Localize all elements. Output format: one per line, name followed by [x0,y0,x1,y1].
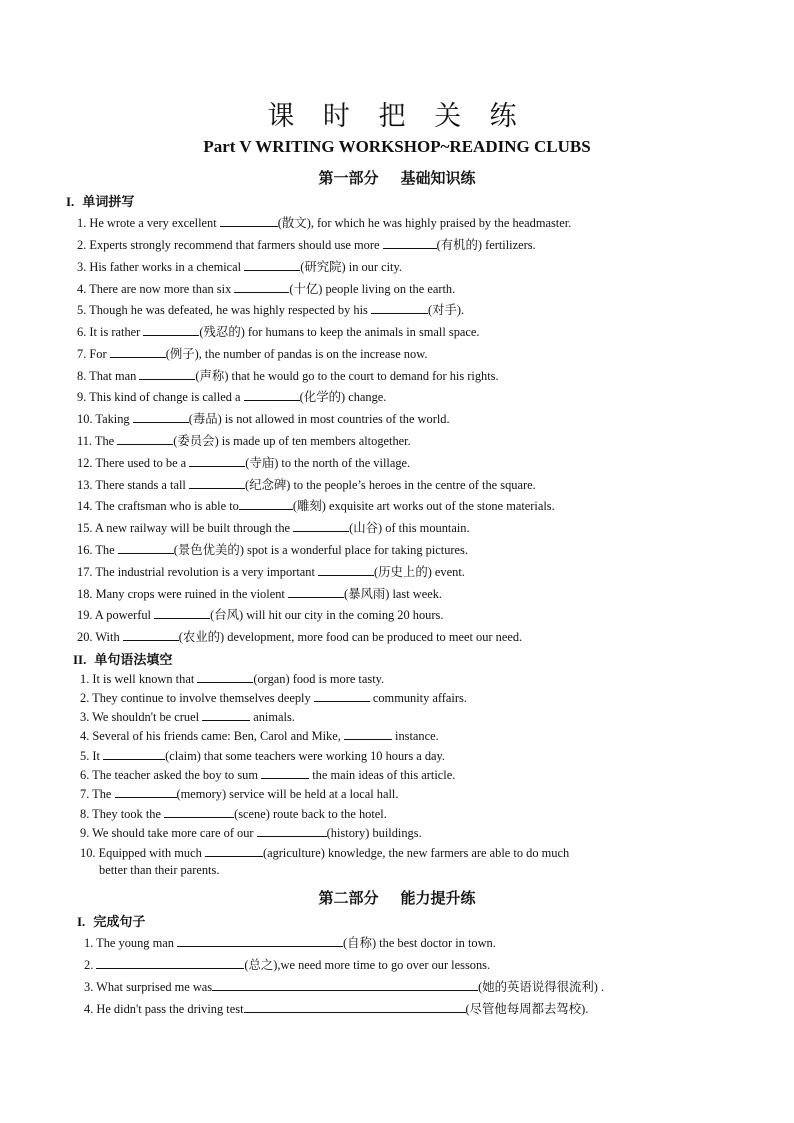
answer-blank[interactable] [220,214,278,227]
answer-blank[interactable] [205,844,263,857]
question-1-11: 11. The (委员会) is made up of ten members altogether. [77,434,411,448]
answer-blank[interactable] [234,280,289,293]
answer-blank[interactable] [189,476,245,489]
answer-blank[interactable] [197,670,253,683]
question-1-1: 1. He wrote a very excellent (散文), for which he was highly praised by the headmaster. [77,216,572,230]
answer-blank[interactable] [318,563,374,576]
question-2-4: 4. Several of his friends came: Ben, Carol and Mike, instance. [80,729,439,743]
question-2-8: 8. They took the (scene) route back to the hotel. [80,807,387,821]
question-2-5: 5. It (claim) that some teachers were working 10 hours a day. [80,749,446,763]
question-3-2: 2. (总之),we need more time to go over our lessons. [84,958,491,972]
question-1-7: 7. For (例子), the number of pandas is on the increase now. [77,347,428,361]
question-2-10: 10. Equipped with much (agriculture) knowledge, the new farmers are able to do much [80,846,570,860]
answer-blank[interactable] [344,727,392,740]
answer-blank[interactable] [371,301,428,314]
answer-blank[interactable] [103,747,165,760]
answer-blank[interactable] [383,236,437,249]
question-1-13: 13. There stands a tall (纪念碑) to the people’s heroes in the centre of the square. [77,478,536,492]
part-one-right: 基础知识练 [400,169,476,187]
question-1-6: 6. It is rather (残忍的) for humans to keep the animals in small space. [77,325,480,339]
question-1-8: 8. That man (声称) that he would go to the court to demand for his rights. [77,369,499,383]
answer-blank[interactable] [212,978,478,991]
question-1-15: 15. A new railway will be built through the (山谷) of this mountain. [77,521,470,535]
answer-blank[interactable] [96,956,244,969]
answer-blank[interactable] [115,785,177,798]
question-3-1: 1. The young man (自称) the best doctor in town. [84,936,496,950]
question-2-1: 1. It is well known that (organ) food is more tasty. [80,672,385,686]
question-2-2: 2. They continue to involve themselves deeply community affairs. [80,691,467,705]
answer-blank[interactable] [143,323,199,336]
question-2-7: 7. The (memory) service will be held at a local hall. [80,787,399,801]
question-2-10-continuation: better than their parents. [99,863,220,877]
question-1-3: 3. His father works in a chemical (研究院) in our city. [77,260,402,274]
section-one-label: 单词拼写 [82,195,135,210]
part-one-left: 第一部分 [318,169,379,187]
section-two-heading [73,649,172,668]
question-2-9: 9. We should take more care of our (history) buildings. [80,826,422,840]
answer-blank[interactable] [189,454,245,467]
answer-blank[interactable] [118,541,174,554]
section-one-heading [66,191,134,210]
question-1-20: 20. With (农业的) development, more food can be produced to meet our need. [77,630,523,644]
answer-blank[interactable] [123,628,179,641]
answer-blank[interactable] [154,606,210,619]
answer-blank[interactable] [164,805,234,818]
section-two-num: II. [73,652,87,667]
section-one-num: I. [66,194,75,209]
section-three-num: I. [77,914,86,929]
answer-blank[interactable] [117,432,173,445]
question-1-4: 4. There are now more than six (十亿) people living on the earth. [77,282,456,296]
answer-blank[interactable] [133,410,189,423]
answer-blank[interactable] [244,258,300,271]
question-1-16: 16. The (景色优美的) spot is a wonderful place for taking pictures. [77,543,468,557]
answer-blank[interactable] [202,708,250,721]
question-1-5: 5. Though he was defeated, he was highly respected by his (对手). [77,303,465,317]
question-1-12: 12. There used to be a (寺庙) to the north of the village. [77,456,411,470]
answer-blank[interactable] [177,934,343,947]
question-1-9: 9. This kind of change is called a (化学的) change. [77,390,387,404]
part-two-left: 第二部分 [318,889,379,907]
answer-blank[interactable] [110,345,166,358]
question-1-19: 19. A powerful (台风) will hit our city in the coming 20 hours. [77,608,444,622]
question-3-4: 4. He didn't pass the driving test (尽管他每周都去驾校). [84,1002,589,1016]
answer-blank[interactable] [257,824,327,837]
question-2-6: 6. The teacher asked the boy to sum the main ideas of this article. [80,768,456,782]
part-two-heading [0,887,794,908]
unit-subtitle: Part V WRITING WORKSHOP~READING CLUBS [203,137,591,156]
page-title: 课 时 把 关 练 [267,101,527,132]
section-three-label: 完成句子 [93,915,146,930]
question-2-3: 3. We shouldn't be cruel animals. [80,710,295,724]
part-one-heading [0,167,794,188]
question-3-3: 3. What surprised me was (她的英语说得很流利) . [84,980,605,994]
answer-blank[interactable] [139,367,195,380]
answer-blank[interactable] [293,519,349,532]
answer-blank[interactable] [239,497,293,510]
question-1-14: 14. The craftsman who is able to (雕刻) exquisite art works out of the stone materials. [77,499,555,513]
question-1-18: 18. Many crops were ruined in the violent (暴风雨) last week. [77,587,443,601]
question-1-17: 17. The industrial revolution is a very important (历史上的) event. [77,565,465,579]
section-three-heading [77,911,145,930]
question-1-2: 2. Experts strongly recommend that farmers should use more (有机的) fertilizers. [77,238,536,252]
section-two-label: 单句语法填空 [94,653,173,668]
answer-blank[interactable] [314,689,370,702]
answer-blank[interactable] [288,585,344,598]
part-two-right: 能力提升练 [400,889,476,907]
answer-blank[interactable] [261,766,309,779]
question-1-10: 10. Taking (毒品) is not allowed in most countries of the world. [77,412,450,426]
answer-blank[interactable] [244,388,300,401]
answer-blank[interactable] [244,1000,466,1013]
